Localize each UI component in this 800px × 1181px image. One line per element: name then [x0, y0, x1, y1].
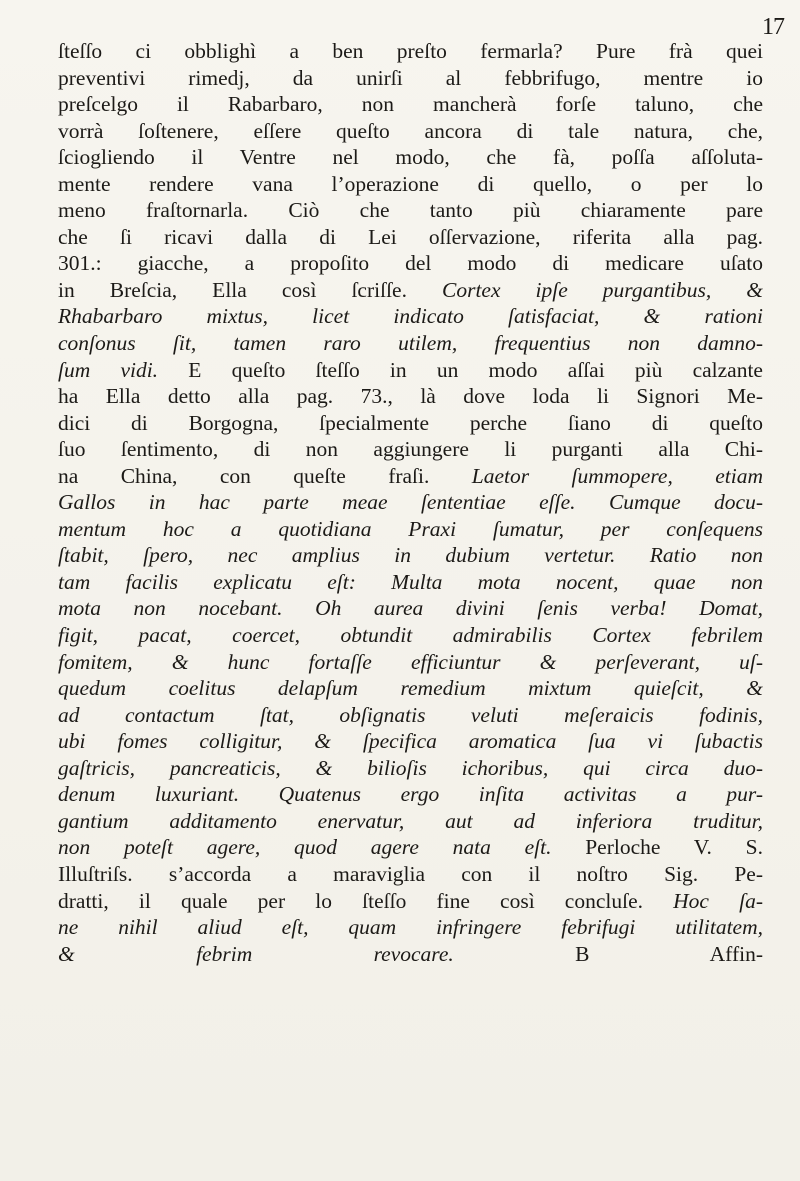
page-number: 17	[762, 14, 784, 40]
text-line: mente rendere vana l’operazione di quello, o per lo	[58, 171, 763, 196]
text-line: ad contactum ſtat, obſignatis veluti meſeraicis fodinis,	[58, 702, 763, 727]
body-text	[58, 38, 763, 967]
text-line: gaſtricis, pancreaticis, & bilioſis ichoribus, qui circa duo-	[58, 755, 763, 780]
text-line: ſum vidi. E queſto ſteſſo in un modo aſſai più calzante	[58, 357, 763, 382]
text-line: conſonus ſit, tamen raro utilem, frequentius non damno-	[58, 331, 763, 356]
text-line: Gallos in hac parte meae ſententiae eſſe. Cumque docu-	[58, 490, 763, 515]
text-line: meno fraſtornarla. Ciò che tanto più chiaramente pare	[58, 198, 763, 223]
text-line: preſcelgo il Rabarbaro, non mancherà forſe taluno, che	[58, 92, 763, 117]
text-line: Illuſtriſs. s’accorda a maraviglia con il noſtro Sig. Pe-	[58, 861, 763, 886]
text-line: ſciogliendo il Ventre nel modo, che fà, poſſa aſſoluta-	[58, 145, 763, 170]
text-line: ſteſſo ci obblighì a ben preſto fermarla? Pure frà quei	[58, 39, 763, 63]
text-line: ubi fomes colligitur, & ſpecifica aromatica ſua vi ſubactis	[58, 729, 763, 754]
text-line: non poteſt agere, quod agere nata eſt. Perloche V. S.	[58, 835, 763, 860]
text-line: tam facilis explicatu eſt: Multa mota nocent, quae non	[58, 569, 763, 594]
text-line: na China, con queſte fraſi. Laetor ſummopere, etiam	[58, 463, 763, 488]
text-line: mentum hoc a quotidiana Praxi ſumatur, per conſequens	[58, 516, 763, 541]
text-line: che ſi ricavi dalla di Lei oſſervazione, riferita alla pag.	[58, 224, 763, 249]
text-line: figit, pacat, coercet, obtundit admirabilis Cortex febrilem	[58, 623, 763, 648]
text-line: & febrim revocare. B Affin-	[58, 941, 763, 966]
text-line: dici di Borgogna, ſpecialmente perche ſiano di queſto	[58, 410, 763, 435]
text-line: fomitem, & hunc fortaſſe efficiuntur & perſeverant, uſ-	[58, 649, 763, 674]
text-line: dratti, il quale per lo ſteſſo fine così concluſe. Hoc ſa-	[58, 888, 764, 913]
text-line: 301.: giacche, a propoſito del modo di medicare uſato	[58, 251, 763, 276]
text-line: Rhabarbaro mixtus, licet indicato ſatisfaciat, & rationi	[58, 304, 763, 329]
text-line: quedum coelitus delapſum remedium mixtum quieſcit, &	[58, 676, 763, 701]
text-line: ne nihil aliud eſt, quam infringere febrifugi utilitatem,	[58, 915, 763, 940]
text-line: mota non nocebant. Oh aurea divini ſenis verba! Domat,	[58, 596, 763, 621]
text-line: gantium additamento enervatur, aut ad inferiora truditur,	[58, 808, 763, 833]
text-line: ha Ella detto alla pag. 73., là dove loda li Signori Me-	[58, 384, 763, 409]
text-line: ſuo ſentimento, di non aggiungere li purganti alla Chi-	[58, 437, 763, 462]
text-line: denum luxuriant. Quatenus ergo inſita activitas a pur-	[58, 782, 763, 807]
text-line: preventivi rimedj, da unirſi al febbrifugo, mentre io	[58, 65, 763, 90]
text-line: vorrà ſoſtenere, eſſere queſto ancora di tale natura, che,	[58, 118, 763, 143]
text-line: ſtabit, ſpero, nec amplius in dubium vertetur. Ratio non	[58, 543, 763, 568]
text-line: in Breſcia, Ella così ſcriſſe. Cortex ipſe purgantibus, &	[58, 277, 763, 302]
